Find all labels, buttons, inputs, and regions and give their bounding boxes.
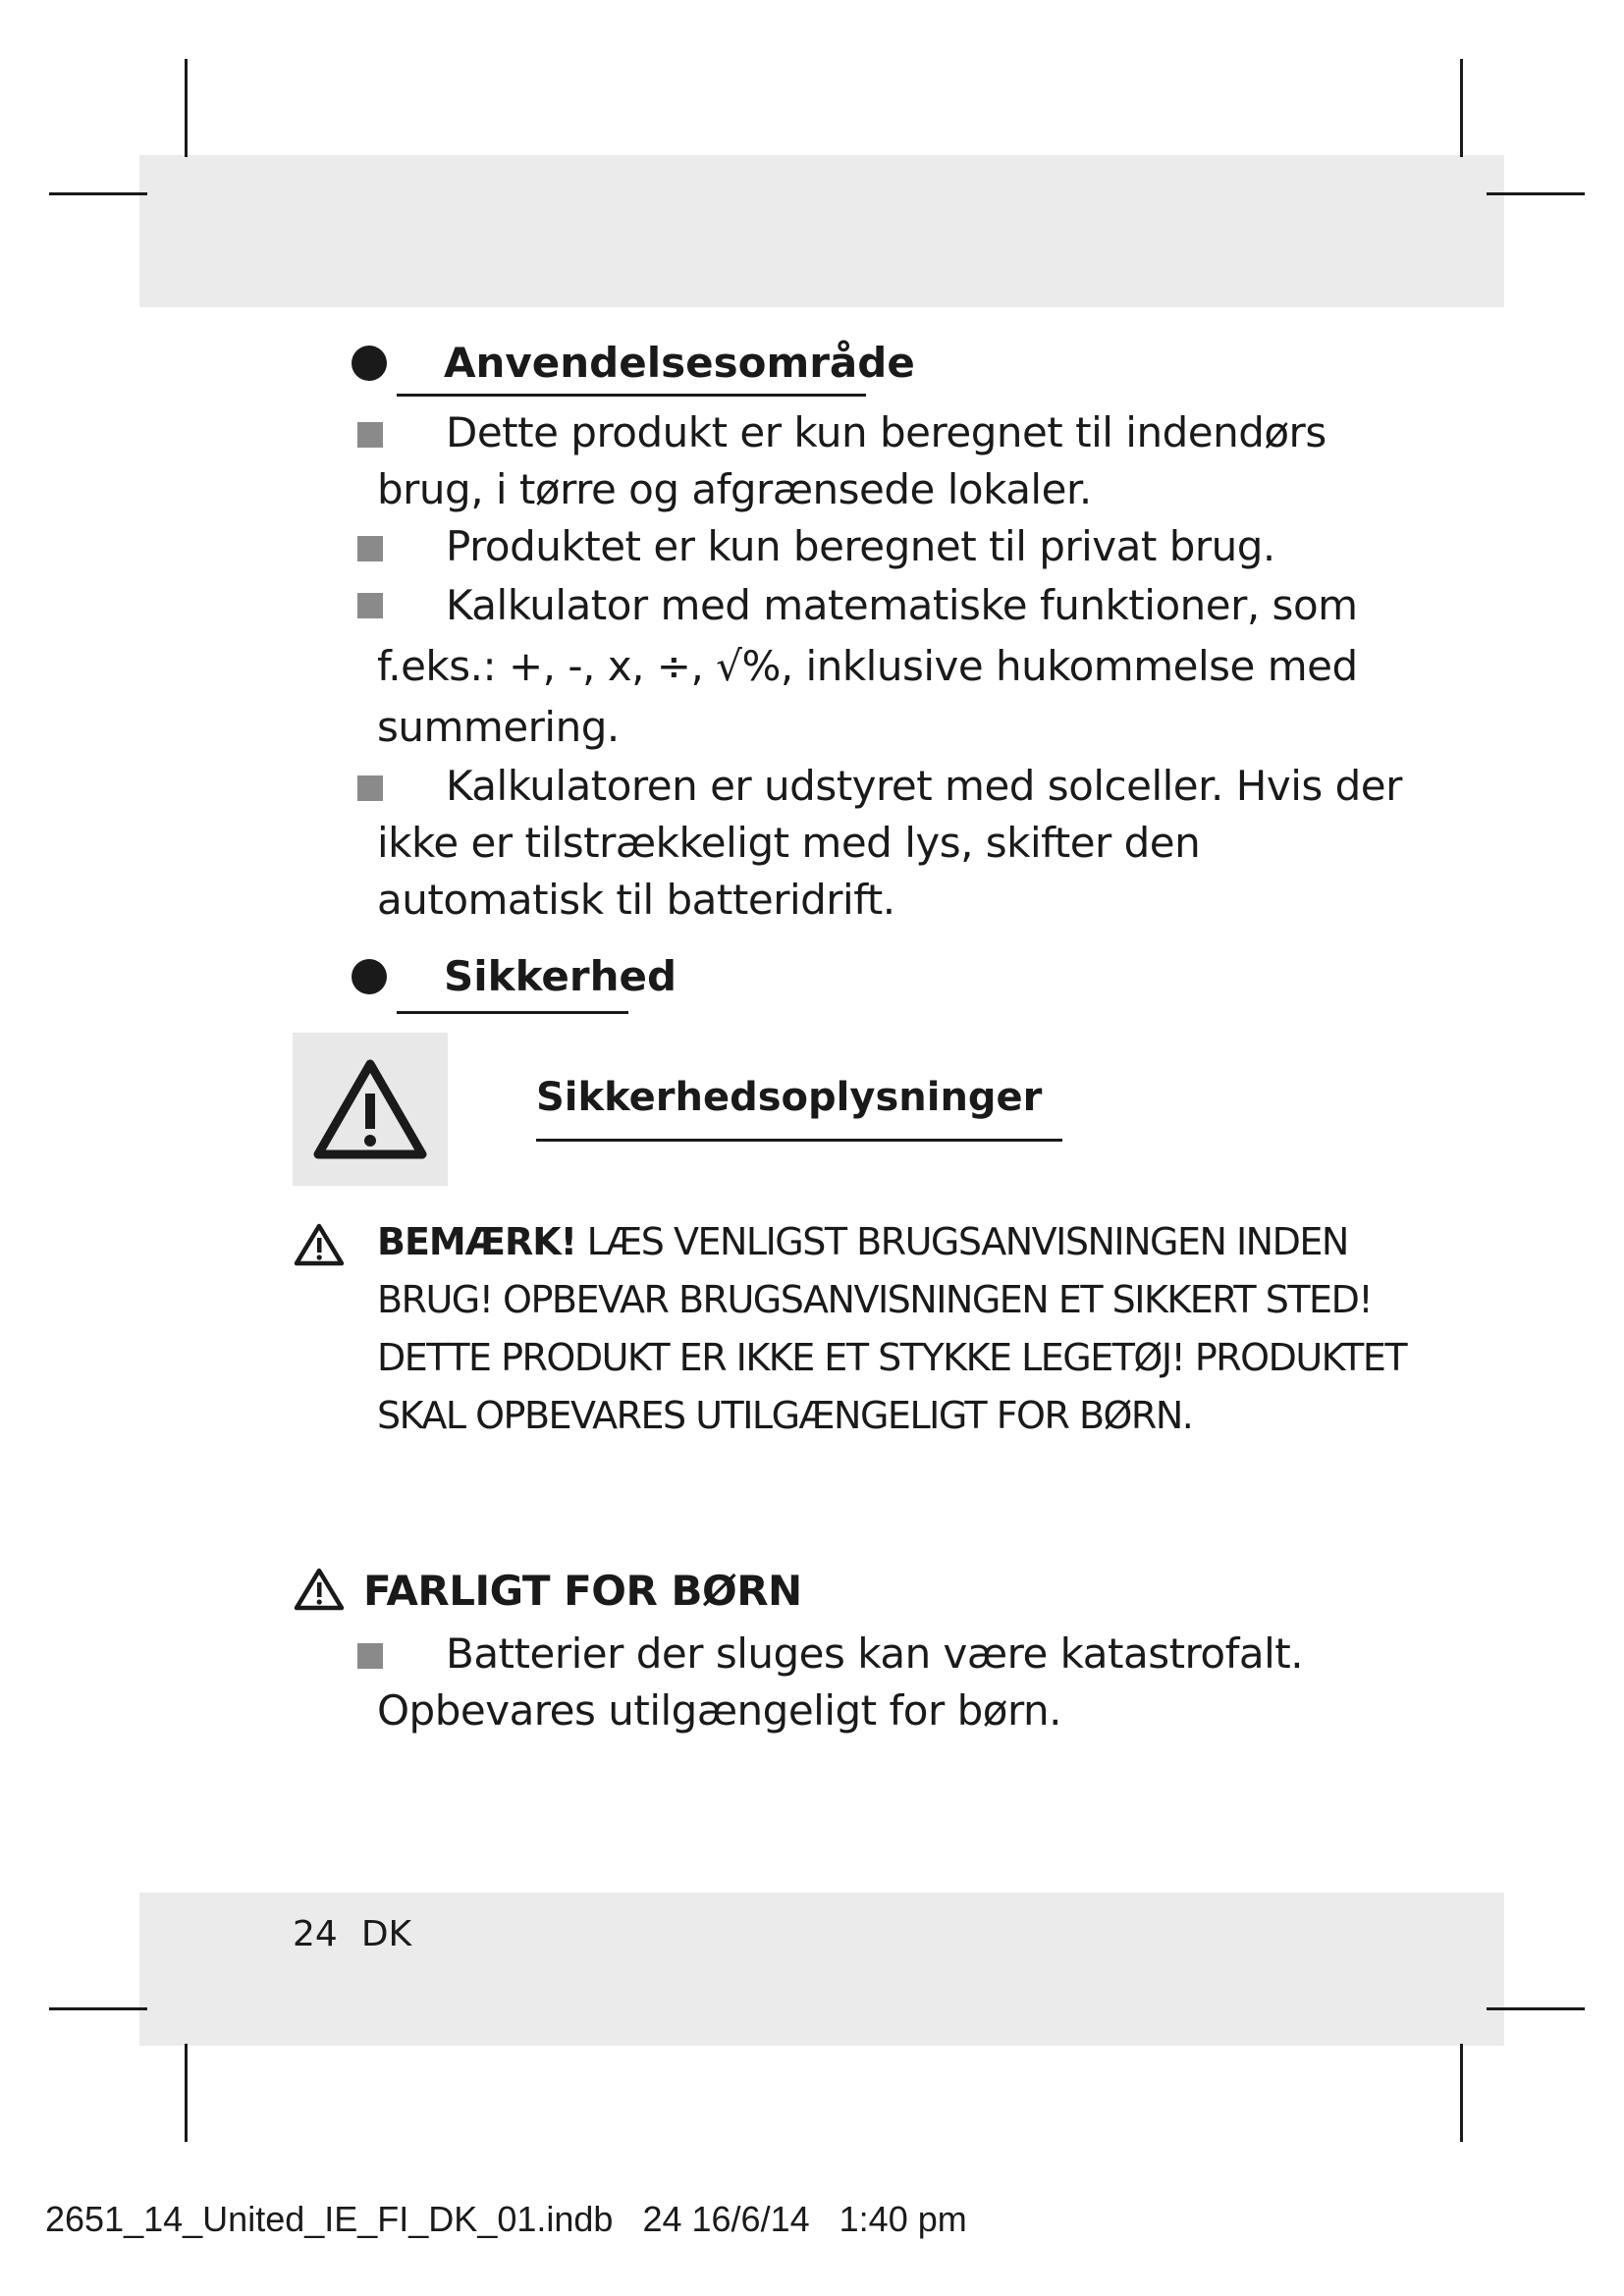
list-item [377, 1626, 1418, 1739]
crop-mark [49, 192, 147, 195]
warning-triangle-icon [293, 1567, 346, 1612]
list-item-text: Dette produkt er kun beregnet til indendørs brug, i tørre og afgrænsede lokaler. [377, 408, 1326, 513]
slug-time: 1:40 pm [839, 2199, 967, 2239]
section-title-safety: Sikkerhed [444, 952, 677, 1000]
page-number: 24 [293, 1914, 338, 1954]
language-code: DK [360, 1914, 412, 1954]
notice-label: BEMÆRK! [377, 1220, 577, 1263]
square-bullet-icon [357, 1643, 383, 1669]
list-item-text: Produktet er kun beregnet til privat brug. [446, 522, 1275, 570]
warning-triangle-icon [293, 1222, 346, 1267]
circle-bullet-icon [352, 346, 387, 381]
header-band [139, 155, 1504, 307]
safety-notice [377, 1213, 1437, 1445]
notice-text: LÆS VENLIGST BRUGSANVISNINGEN INDEN BRUG! OPBEVAR BRUGSANVISNINGEN ET SIKKERT STED! DETTE PRODUKT ER IKKE ET STYKKE LEGETØJ! PRODUKTET SKAL OPBEVARES UTILGÆNGELIGT FOR BØRN. [377, 1220, 1407, 1437]
crop-mark [185, 59, 188, 157]
list-item [377, 404, 1418, 518]
section-title-usage: Anvendelsesområde [444, 339, 915, 387]
danger-list [377, 1626, 1418, 1739]
crop-mark [1487, 2007, 1585, 2010]
print-slug [45, 2199, 967, 2240]
danger-title: FARLIGT FOR BØRN [363, 1567, 802, 1615]
square-bullet-icon [357, 775, 383, 801]
crop-mark [1460, 2044, 1463, 2142]
warning-triangle-icon [312, 1058, 428, 1160]
list-item-text: Kalkulator med matematiske funktioner, som f.eks.: +, -, x, ÷, √%, inklusive hukommelse med summering. [377, 581, 1358, 751]
section-heading-safety [352, 952, 677, 1000]
crop-mark [49, 2007, 147, 2010]
section-underline [397, 1011, 628, 1014]
crop-mark [1487, 192, 1585, 195]
square-bullet-icon [357, 422, 383, 448]
crop-mark [185, 2044, 188, 2142]
section-heading-usage [352, 339, 915, 387]
square-bullet-icon [357, 536, 383, 561]
slug-file: 2651_14_United_IE_FI_DK_01.indb 24 [45, 2199, 682, 2239]
slug-date: 16/6/14 [691, 2199, 810, 2239]
page-footer [293, 1914, 411, 1954]
list-item-text: Kalkulatoren er udstyret med solceller. Hvis der ikke er tilstrækkeligt med lys, skifter den automatisk til batteridrift. [377, 762, 1402, 924]
circle-bullet-icon [352, 959, 387, 994]
crop-mark [1460, 59, 1463, 157]
warning-box [293, 1033, 448, 1186]
subsection-title: Sikkerhedsoplysninger [536, 1075, 1043, 1120]
subsection-underline [536, 1139, 1062, 1142]
usage-list [377, 404, 1418, 929]
square-bullet-icon [357, 593, 383, 618]
section-underline [397, 394, 866, 397]
list-item-text: Batterier der sluges kan være katastrofalt. Opbevares utilgængeligt for børn. [377, 1629, 1304, 1735]
list-item [377, 758, 1418, 929]
list-item [377, 575, 1418, 758]
list-item [377, 518, 1418, 575]
